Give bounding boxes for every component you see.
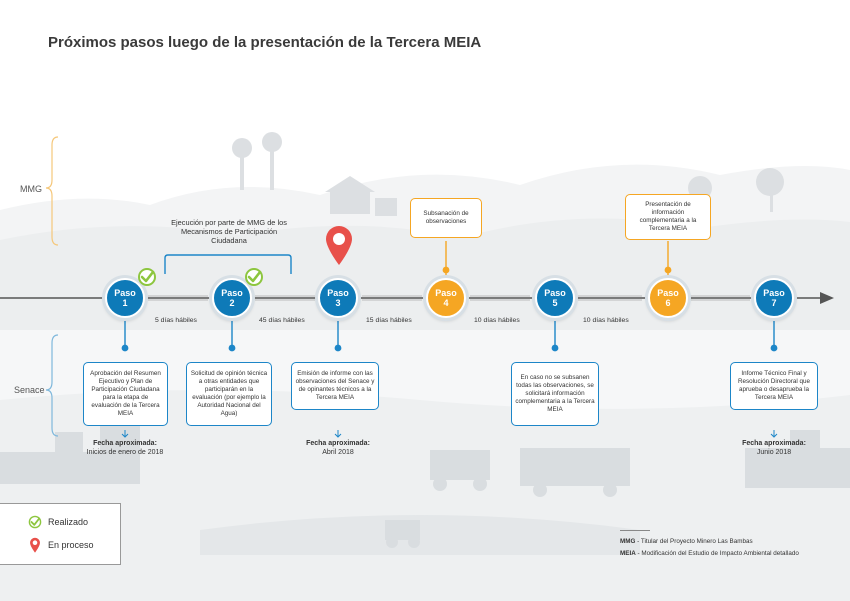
step-label: Paso (657, 288, 679, 298)
date-value: Abril 2018 (322, 448, 354, 456)
step7-date (729, 440, 819, 457)
step-number: 2 (229, 298, 235, 308)
interval-label: 45 días hábiles (259, 317, 305, 324)
legend-in-progress (28, 537, 94, 553)
interval-label: 10 días hábiles (583, 317, 629, 324)
page-title: Próximos pasos luego de la presentación de la Tercera MEIA (48, 34, 482, 51)
interval-label: 5 días hábiles (155, 317, 197, 324)
abbr-text: - Modificación del Estudio de Impacto Ambiental detallado (635, 550, 799, 557)
senace-label: Senace (14, 385, 45, 395)
step-number: 5 (552, 298, 558, 308)
check-icon (244, 267, 264, 287)
step7-box (730, 362, 818, 410)
check-icon (137, 267, 157, 287)
step-label: Paso (435, 288, 457, 298)
abbr-key: MEIA (620, 550, 636, 557)
step-7 (754, 278, 794, 318)
step-label: Paso (114, 288, 136, 298)
step4-box-text: Subsanación de observaciones (423, 210, 469, 225)
location-pin-icon (28, 537, 42, 553)
step-number: 6 (665, 298, 671, 308)
step-5 (535, 278, 575, 318)
abbr-meia (620, 550, 799, 557)
step3-date (293, 440, 383, 457)
step-number: 3 (335, 298, 341, 308)
abbr-text: - Titular del Proyecto Minero Las Bambas (635, 538, 753, 545)
step-4 (426, 278, 466, 318)
step6-box-text: Presentación de información complementaria a la Tercera MEIA (639, 201, 697, 232)
step-number: 7 (771, 298, 777, 308)
location-pin-icon (324, 224, 354, 266)
legend-in-progress-label: En proceso (48, 540, 94, 550)
step1-date (80, 440, 170, 457)
step5-box-text: En caso no se subsanen todas las observaciones, se solicitará información complementaria a la Tercera MEIA (515, 374, 595, 413)
abbr-mmg (620, 538, 753, 545)
step-3 (318, 278, 358, 318)
step-number: 1 (122, 298, 128, 308)
check-icon (28, 515, 42, 529)
mmg-label: MMG (20, 184, 42, 194)
date-heading: Fecha aproximada: (93, 440, 157, 447)
date-heading: Fecha aproximada: (742, 440, 806, 447)
legend-done (28, 515, 88, 529)
legend-done-label: Realizado (48, 517, 89, 527)
date-heading: Fecha aproximada: (306, 440, 370, 447)
step-label: Paso (544, 288, 566, 298)
step1-box (83, 362, 168, 426)
step6-box (625, 194, 711, 240)
date-value: Junio 2018 (756, 448, 792, 456)
step5-box (511, 362, 599, 426)
interval-label: 10 días hábiles (474, 317, 520, 324)
step-6 (648, 278, 688, 318)
step4-box (410, 198, 482, 238)
step2-box (186, 362, 272, 426)
mmg-group-label: Ejecución por parte de MMG de los Mecanismos de Participación Ciudadana (171, 218, 287, 245)
divider (620, 530, 650, 531)
interval-label: 15 días hábiles (366, 317, 412, 324)
date-value: Inicios de enero de 2018 (86, 448, 164, 456)
abbr-key: MMG (620, 538, 636, 545)
step3-box (291, 362, 379, 410)
step1-box-text: Aprobación del Resumen Ejecutivo y Plan de Participación Ciudadana para la etapa de evaluación de la Tercera MEIA (90, 370, 161, 417)
step-label: Paso (221, 288, 243, 298)
step2-box-text: Solicitud de opinión técnica a otras entidades que participarán en la evaluación (por ejemplo la Autoridad Nacional del Agua) (190, 370, 268, 417)
step3-box-text: Emisión de informe con las observaciones del Senace y de opinantes técnicos a la Tercera MEIA (295, 370, 375, 401)
step7-box-text: Informe Técnico Final y Resolución Directoral que aprueba o desaprueba la Tercera MEIA (737, 370, 811, 401)
step-label: Paso (763, 288, 785, 298)
step-label: Paso (327, 288, 349, 298)
step-number: 4 (443, 298, 449, 308)
legend (0, 503, 121, 565)
